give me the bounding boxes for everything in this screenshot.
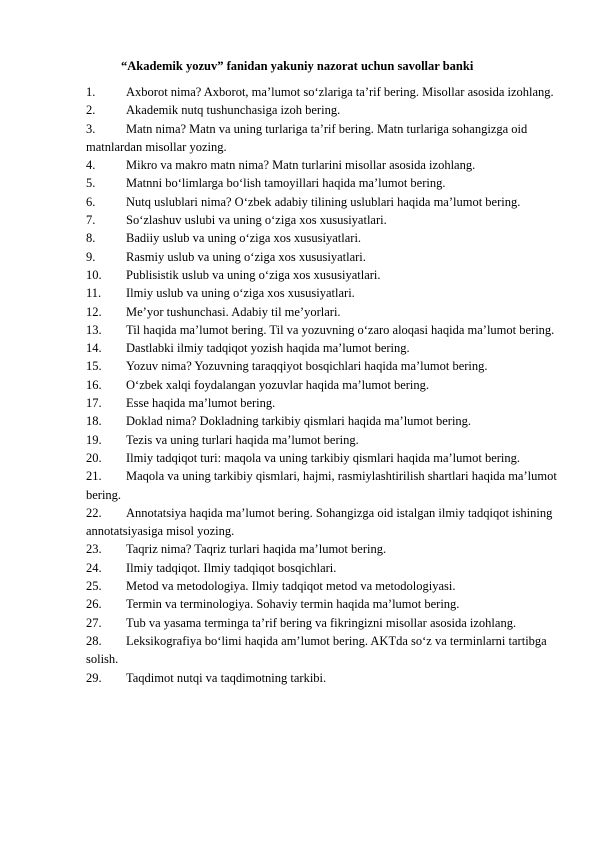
- question-number: 16.: [86, 377, 102, 392]
- question-item: [86, 614, 562, 632]
- question-item: [86, 540, 562, 558]
- question-number: 1.: [86, 85, 96, 99]
- question-number: 5.: [86, 176, 96, 191]
- question-number: 14.: [86, 341, 102, 356]
- question-number: 13.: [86, 322, 102, 337]
- question-text: Publisistik uslub va uning o‘ziga xos xususiyatlari.: [126, 267, 381, 282]
- question-text: Mikro va makro matn nima? Matn turlarini misollar asosida izohlang.: [126, 158, 476, 173]
- question-number: 2.: [86, 103, 96, 118]
- question-text: Maqola va uning tarkibiy qismlari, hajmi, rasmiylashtirilish shartlari haqida ma’lumot bering.: [86, 469, 557, 502]
- question-item: [86, 248, 562, 266]
- question-text: Annotatsiya haqida ma’lumot bering. Sohangizga oid istalgan ilmiy tadqiqot ishining annotatsiyasiga misol yozing.: [86, 505, 553, 539]
- question-item: [86, 193, 562, 211]
- question-item: [86, 303, 562, 321]
- question-item: [86, 229, 562, 247]
- question-item: [86, 412, 562, 430]
- question-item: [86, 669, 562, 687]
- question-text: Akademik nutq tushunchasiga izoh bering.: [126, 103, 341, 118]
- question-text: Dastlabki ilmiy tadqiqot yozish haqida ma’lumot bering.: [126, 341, 410, 356]
- question-number: 24.: [86, 560, 102, 575]
- question-item: [86, 321, 562, 339]
- question-item: [86, 467, 562, 504]
- question-number: 10.: [86, 267, 102, 282]
- question-text: Esse haqida ma’lumot bering.: [126, 396, 276, 411]
- question-item: [86, 211, 562, 229]
- question-item: [86, 83, 562, 101]
- question-item: [86, 357, 562, 375]
- question-item: [86, 449, 562, 467]
- question-item: [86, 595, 562, 613]
- question-item: [86, 431, 562, 449]
- question-item: [86, 504, 562, 541]
- question-text: Ilmiy tadqiqot turi: maqola va uning tarkibiy qismlari haqida ma’lumot bering.: [126, 450, 521, 465]
- question-item: [86, 101, 562, 119]
- question-number: 15.: [86, 359, 102, 374]
- question-text: Yozuv nima? Yozuvning taraqqiyot bosqichlari haqida ma’lumot bering.: [126, 359, 488, 374]
- question-text: Taqdimot nutqi va taqdimotning tarkibi.: [126, 670, 327, 685]
- question-text: Taqriz nima? Taqriz turlari haqida ma’lumot bering.: [126, 542, 387, 557]
- question-text: Metod va metodologiya. Ilmiy tadqiqot metod va metodologiyasi.: [126, 579, 456, 594]
- question-number: 4.: [86, 158, 96, 173]
- question-text: O‘zbek xalqi foydalangan yozuvlar haqida ma’lumot bering.: [126, 377, 430, 392]
- question-number: 8.: [86, 231, 96, 246]
- question-item: [86, 284, 562, 302]
- question-number: 23.: [86, 542, 102, 557]
- question-text: Me’yor tushunchasi. Adabiy til me’yorlari.: [126, 304, 341, 319]
- question-text: Nutq uslublari nima? O‘zbek adabiy tilining uslublari haqida ma’lumot bering.: [126, 194, 521, 209]
- question-item: [86, 376, 562, 394]
- question-text: Badiiy uslub va uning o‘ziga xos xususiyatlari.: [126, 231, 362, 246]
- question-item: [86, 156, 562, 174]
- question-number: 6.: [86, 194, 96, 209]
- question-number: 9.: [86, 249, 96, 264]
- question-number: 22.: [86, 505, 102, 520]
- question-text: Ilmiy tadqiqot. Ilmiy tadqiqot bosqichlari.: [126, 560, 337, 575]
- question-number: 20.: [86, 450, 102, 465]
- question-number: 19.: [86, 432, 102, 447]
- question-text: Leksikografiya bo‘limi haqida am’lumot bering. AKTda so‘z va terminlarni tartibga solish.: [86, 633, 547, 667]
- question-number: 3.: [86, 121, 96, 136]
- question-text: Termin va terminologiya. Sohaviy termin haqida ma’lumot bering.: [126, 597, 460, 612]
- question-item: [86, 266, 562, 284]
- question-number: 28.: [86, 633, 102, 648]
- question-text: Ilmiy uslub va uning o‘ziga xos xususiyatlari.: [126, 286, 355, 301]
- question-item: [86, 120, 562, 157]
- question-text: Til haqida ma’lumot bering. Til va yozuvning o‘zaro aloqasi haqida ma’lumot bering.: [126, 322, 555, 337]
- question-number: 25.: [86, 579, 102, 594]
- question-item: [86, 394, 562, 412]
- question-number: 18.: [86, 414, 102, 429]
- question-number: 27.: [86, 615, 102, 630]
- question-text: Doklad nima? Dokladning tarkibiy qismlari haqida ma’lumot bering.: [126, 414, 472, 429]
- question-item: [86, 174, 562, 192]
- question-text: Axborot nima? Axborot, ma’lumot so‘zlariga ta’rif bering. Misollar asosida izohlang.: [126, 85, 554, 99]
- question-number: 12.: [86, 304, 102, 319]
- question-list: [86, 83, 562, 687]
- question-item: [86, 632, 562, 669]
- question-item: [86, 577, 562, 595]
- question-item: [86, 339, 562, 357]
- question-number: 7.: [86, 213, 96, 228]
- question-text: Rasmiy uslub va uning o‘ziga xos xususiyatlari.: [126, 249, 366, 264]
- question-text: Matnni bo‘limlarga bo‘lish tamoyillari haqida ma’lumot bering.: [126, 176, 446, 191]
- question-text: Tub va yasama terminga ta’rif bering va fikringizni misollar asosida izohlang.: [126, 615, 517, 630]
- question-text: So‘zlashuv uslubi va uning o‘ziga xos xususiyatlari.: [126, 213, 387, 228]
- question-number: 11.: [86, 286, 102, 301]
- question-number: 17.: [86, 396, 102, 411]
- page-title: “Akademik yozuv” fanidan yakuniy nazorat uchun savollar banki: [121, 59, 474, 73]
- question-text: Matn nima? Matn va uning turlariga ta’rif bering. Matn turlariga sohangizga oid matnlardan misollar yozing.: [86, 121, 528, 154]
- question-text: Tezis va uning turlari haqida ma’lumot bering.: [126, 432, 359, 447]
- question-number: 29.: [86, 670, 102, 685]
- question-number: 21.: [86, 469, 102, 484]
- question-item: [86, 559, 562, 577]
- question-number: 26.: [86, 597, 102, 612]
